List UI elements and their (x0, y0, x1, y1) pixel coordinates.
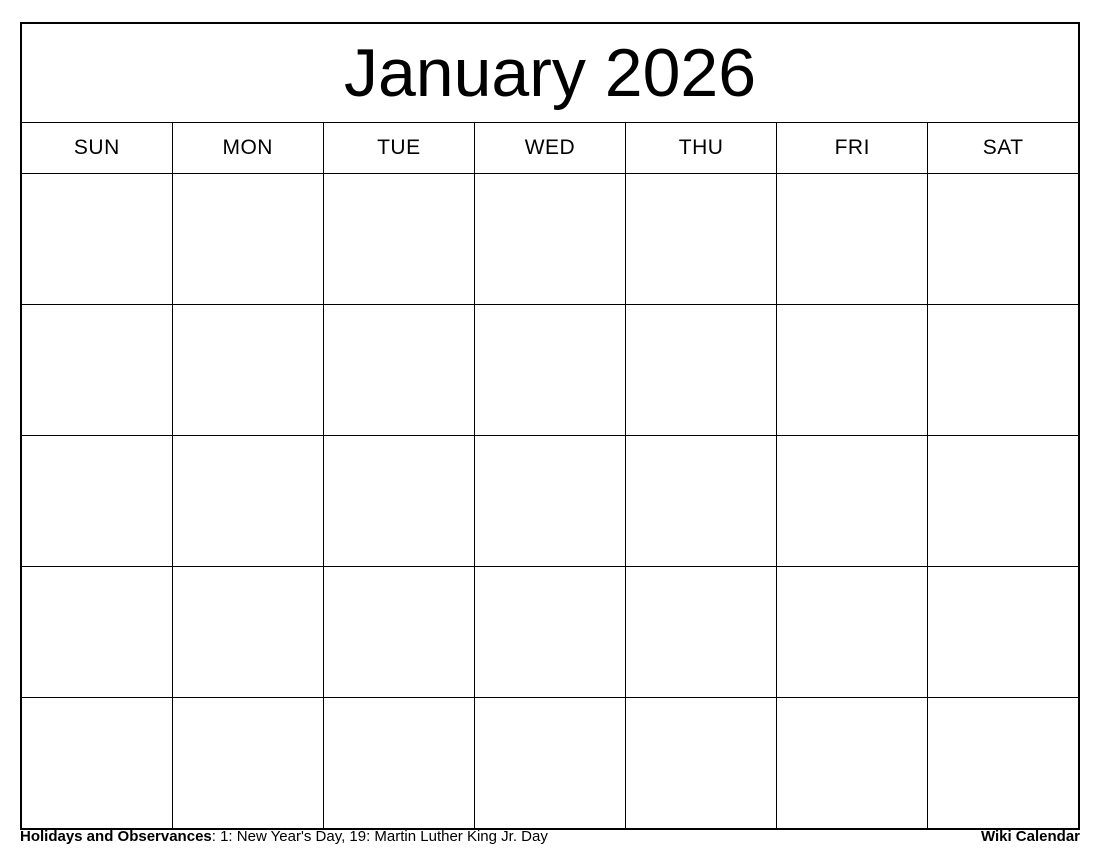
calendar-day-cell[interactable] (172, 698, 323, 830)
calendar-day-cell[interactable] (928, 567, 1079, 698)
calendar-day-cell[interactable] (172, 305, 323, 436)
holidays-separator: : (211, 828, 221, 845)
weekday-header-fri: FRI (777, 123, 928, 174)
calendar-day-cell[interactable] (323, 567, 474, 698)
calendar-day-cell[interactable] (626, 436, 777, 567)
calendar-day-cell[interactable] (21, 567, 172, 698)
holidays-label: Holidays and Observances (20, 828, 212, 845)
calendar-day-cell[interactable] (928, 436, 1079, 567)
footer (20, 828, 1080, 845)
calendar-day-cell[interactable] (323, 698, 474, 830)
holidays-list: 1: New Year's Day, 19: Martin Luther King Jr. Day (220, 828, 548, 845)
calendar-week-row (21, 698, 1079, 830)
calendar-week-row (21, 567, 1079, 698)
calendar-day-cell[interactable] (777, 174, 928, 305)
calendar-day-cell[interactable] (172, 567, 323, 698)
calendar-day-cell[interactable] (928, 305, 1079, 436)
calendar-day-cell[interactable] (21, 174, 172, 305)
calendar-day-cell[interactable] (626, 698, 777, 830)
calendar-day-cell[interactable] (21, 436, 172, 567)
calendar-day-cell[interactable] (474, 436, 625, 567)
calendar-day-cell[interactable] (172, 174, 323, 305)
calendar-day-cell[interactable] (626, 305, 777, 436)
weekday-header-sat: SAT (928, 123, 1079, 174)
calendar-day-cell[interactable] (777, 567, 928, 698)
calendar-day-cell[interactable] (777, 436, 928, 567)
calendar-table (20, 22, 1080, 830)
calendar-week-row (21, 174, 1079, 305)
calendar-day-cell[interactable] (474, 567, 625, 698)
holidays-and-observances (20, 828, 548, 845)
calendar-day-cell[interactable] (323, 174, 474, 305)
weekday-header-thu: THU (626, 123, 777, 174)
calendar-week-row (21, 436, 1079, 567)
calendar-day-cell[interactable] (928, 698, 1079, 830)
calendar-day-cell[interactable] (626, 174, 777, 305)
calendar-day-cell[interactable] (474, 305, 625, 436)
page-title: January 2026 (343, 35, 757, 111)
weekday-header-wed: WED (474, 123, 625, 174)
calendar-day-cell[interactable] (21, 698, 172, 830)
calendar-day-cell[interactable] (323, 305, 474, 436)
weekday-header-row (21, 123, 1079, 174)
calendar-day-cell[interactable] (777, 698, 928, 830)
calendar-day-cell[interactable] (323, 436, 474, 567)
brand-label: Wiki Calendar (980, 828, 1080, 845)
weekday-header-tue: TUE (323, 123, 474, 174)
calendar-title-cell (21, 23, 1079, 123)
calendar-day-cell[interactable] (21, 305, 172, 436)
weekday-header-mon: MON (172, 123, 323, 174)
calendar-day-cell[interactable] (777, 305, 928, 436)
calendar-day-cell[interactable] (928, 174, 1079, 305)
calendar-title-row (21, 23, 1079, 123)
weekday-header-sun: SUN (21, 123, 172, 174)
calendar-day-cell[interactable] (172, 436, 323, 567)
calendar-week-row (21, 305, 1079, 436)
calendar-day-cell[interactable] (626, 567, 777, 698)
calendar-day-cell[interactable] (474, 174, 625, 305)
calendar-day-cell[interactable] (474, 698, 625, 830)
